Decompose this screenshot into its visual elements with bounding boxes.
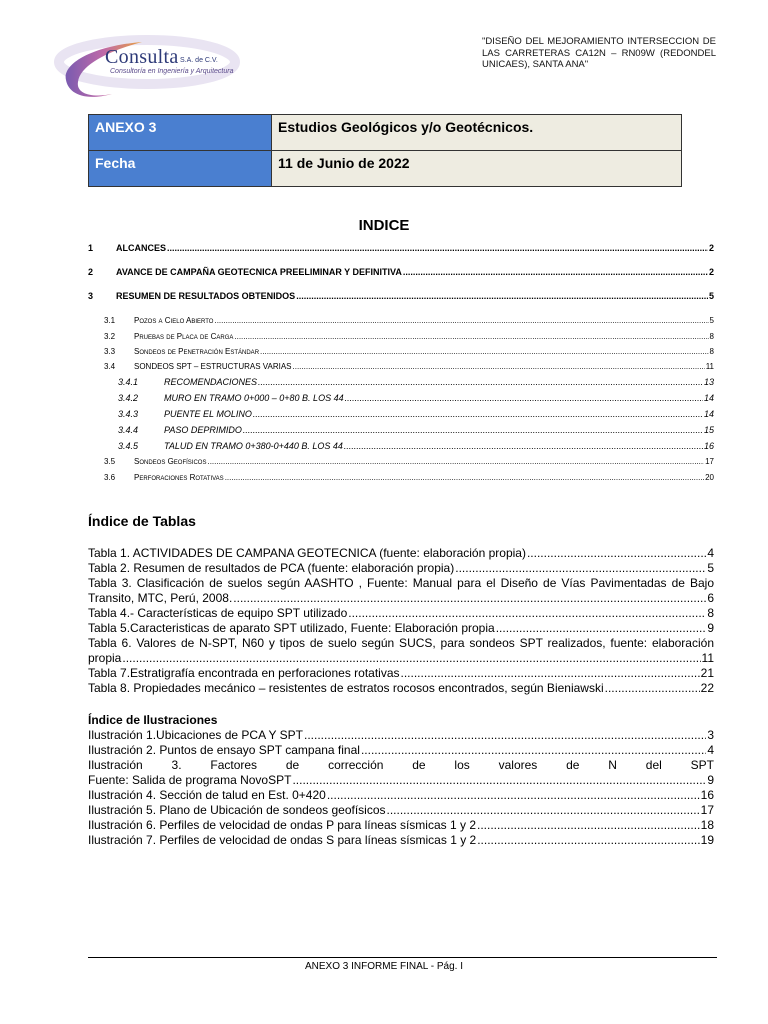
entry-label: Tabla 4.- Características de equipo SPT utilizado [88, 606, 348, 620]
entry-label: Tabla 3. Clasificación de suelos según AASHTO , Fuente: Manual para el Diseño de Vías Pavimentadas de Bajo [88, 576, 714, 590]
illustration-entry-continued[interactable] [88, 773, 714, 788]
entry-label: Tabla 6. Valores de N-SPT, N60 y tipos de suelo según SUCS, para sondeos SPT realizados, fuente: elaboración [88, 636, 714, 650]
toc-entry[interactable] [118, 441, 714, 451]
entry-label: Ilustración 7. Perfiles de velocidad de ondas S para líneas sísmicas 1 y 2 [88, 833, 477, 847]
toc-label: ALCANCES [116, 243, 167, 253]
toc-page: 17 [705, 457, 714, 466]
entry-page: 8 [707, 606, 714, 620]
table-entry[interactable] [88, 546, 714, 561]
entry-page: 9 [707, 621, 714, 635]
entry-page: 18 [700, 818, 714, 832]
toc-entry[interactable] [104, 473, 714, 482]
date-value: 11 de Junio de 2022 [272, 151, 682, 187]
toc-page: 8 [709, 332, 714, 341]
table-entry[interactable] [88, 606, 714, 621]
toc-entry[interactable] [88, 291, 714, 301]
toc-label: Sondeos de Penetración Estándar [134, 347, 260, 356]
toc-page: 20 [705, 473, 714, 482]
toc-entry[interactable] [88, 267, 714, 277]
toc-number: 3.5 [104, 457, 116, 466]
toc-label: MURO EN TRAMO 0+000 – 0+80 B. LOS 44 [164, 393, 344, 403]
toc-page: 5 [709, 316, 714, 325]
entry-label: Transito, MTC, Perú, 2008. [88, 591, 233, 605]
entry-label: Ilustración 3. Factores de corrección de los valores de N del SPT [88, 758, 714, 772]
illustration-entry[interactable] [88, 758, 714, 773]
toc-number: 3.2 [104, 332, 116, 341]
table-entry[interactable] [88, 666, 714, 681]
entry-label: Fuente: Salida de programa NovoSPT [88, 773, 292, 787]
footer-divider [88, 957, 717, 958]
illustration-entry[interactable] [88, 833, 714, 848]
toc-number: 1 [88, 243, 94, 253]
table-entry[interactable] [88, 561, 714, 576]
toc-number: 3.4.4 [118, 425, 139, 435]
table-entry[interactable] [88, 636, 714, 651]
entry-page: 4 [707, 546, 714, 560]
toc-label: Pozos a Cielo Abierto [134, 316, 214, 325]
toc-number: 3.4.2 [118, 393, 139, 403]
entry-label: Tabla 1. ACTIVIDADES DE CAMPANA GEOTECNICA (fuente: elaboración propia) [88, 546, 526, 560]
toc-number: 2 [88, 267, 94, 277]
table-entry[interactable] [88, 681, 714, 696]
date-label: Fecha [89, 151, 272, 187]
toc-page: 14 [703, 409, 714, 419]
index-title: INDICE [358, 217, 410, 234]
entry-page: 4 [707, 743, 714, 757]
toc-page: 16 [703, 441, 714, 451]
toc-label: RESUMEN DE RESULTADOS OBTENIDOS [116, 291, 296, 301]
logo-suffix: S.A. de C.V. [180, 57, 218, 64]
entry-page: 16 [700, 788, 714, 802]
entry-label: Ilustración 1.Ubicaciones de PCA Y SPT [88, 728, 304, 742]
toc-number: 3.4.5 [118, 441, 139, 451]
toc-page: 2 [708, 267, 714, 277]
entry-page: 17 [700, 803, 714, 817]
table-entry-continued[interactable] [88, 591, 714, 606]
annex-title: Estudios Geológicos y/o Geotécnicos. [272, 115, 682, 151]
toc-number: 3.4 [104, 362, 116, 371]
toc-page: 5 [708, 291, 714, 301]
entry-page: 19 [700, 833, 714, 847]
toc-entry[interactable] [104, 316, 714, 325]
entry-label: Tabla 7.Estratigrafía encontrada en perforaciones rotativas [88, 666, 400, 680]
entry-label: Ilustración 5. Plano de Ubicación de sondeos geofísicos [88, 803, 386, 817]
toc-page: 11 [705, 362, 714, 371]
annex-label: ANEXO 3 [89, 115, 272, 151]
entry-page: 11 [701, 651, 714, 665]
tables-index-heading: Índice de Tablas [88, 513, 196, 529]
toc-label: AVANCE DE CAMPAÑA GEOTECNICA PREELIMINAR Y DEFINITIVA [116, 267, 402, 277]
toc-label: PUENTE EL MOLINO [164, 409, 252, 419]
logo-tagline: Consultoría en Ingeniería y Arquitectura [110, 68, 234, 75]
entry-page: 6 [707, 591, 714, 605]
toc-number: 3.4.1 [118, 377, 139, 387]
entry-label: Ilustración 4. Sección de talud en Est. 0+420 [88, 788, 326, 802]
toc-label: TALUD EN TRAMO 0+380-0+440 B. LOS 44 [164, 441, 343, 451]
page-footer: ANEXO 3 INFORME FINAL - Pág. I [305, 961, 463, 972]
toc-label: RECOMENDACIONES [164, 377, 258, 387]
toc-entry[interactable] [104, 362, 714, 371]
toc-entry[interactable] [104, 457, 714, 466]
toc-number: 3.1 [104, 316, 116, 325]
toc-page: 8 [709, 347, 714, 356]
table-entry[interactable] [88, 576, 714, 591]
toc-number: 3.4.3 [118, 409, 139, 419]
illustration-entry[interactable] [88, 818, 714, 833]
toc-page: 2 [708, 243, 714, 253]
annex-info-table [88, 114, 682, 187]
toc-label: Perforaciones Rotativas [134, 473, 224, 482]
toc-label: Sondeos Geofísicos [134, 457, 207, 466]
toc-label: PASO DEPRIMIDO [164, 425, 242, 435]
entry-page: 22 [700, 681, 714, 695]
illustration-entry[interactable] [88, 743, 714, 758]
toc-page: 15 [703, 425, 714, 435]
entry-label: Tabla 8. Propiedades mecánico – resistentes de estratos rocosos encontrados, según Bieniawski [88, 681, 604, 695]
illustration-entry[interactable] [88, 803, 714, 818]
toc-page: 13 [703, 377, 714, 387]
toc-number: 3.3 [104, 347, 116, 356]
table-entry[interactable] [88, 621, 714, 636]
table-entry-continued[interactable] [88, 651, 714, 666]
toc-label: SONDEOS SPT – ESTRUCTURAS VARIAS [134, 362, 292, 371]
toc-entry[interactable] [104, 347, 714, 356]
toc-page: 14 [703, 393, 714, 403]
entry-label: Tabla 2. Resumen de resultados de PCA (fuente: elaboración propia) [88, 561, 455, 575]
illustration-entry[interactable] [88, 728, 714, 743]
illustrations-index-heading: Índice de Ilustraciones [88, 713, 218, 727]
toc-number: 3.6 [104, 473, 116, 482]
toc-entry[interactable] [118, 377, 714, 387]
toc-entry[interactable] [118, 425, 714, 435]
entry-label: Ilustración 2. Puntos de ensayo SPT campana final [88, 743, 360, 757]
toc-label: Pruebas de Placa de Carga [134, 332, 234, 341]
illustration-entry[interactable] [88, 788, 714, 803]
entry-page: 21 [700, 666, 714, 680]
toc-number: 3 [88, 291, 94, 301]
toc-entry[interactable] [118, 393, 714, 403]
toc-entry[interactable] [104, 332, 714, 341]
entry-label: Tabla 5.Caracteristicas de aparato SPT utilizado, Fuente: Elaboración propia [88, 621, 495, 635]
entry-label: Ilustración 6. Perfiles de velocidad de ondas P para líneas sísmicas 1 y 2 [88, 818, 476, 832]
project-title: "DISEÑO DEL MEJORAMIENTO INTERSECCION DE LAS CARRETERAS CA12N – RN09W (REDONDEL UNICAES), SANTA ANA" [482, 36, 716, 70]
logo-wordmark: Consulta [105, 46, 179, 68]
toc-entry[interactable] [88, 243, 714, 253]
entry-label: propia [88, 651, 122, 665]
entry-page: 9 [707, 773, 714, 787]
toc-entry[interactable] [118, 409, 714, 419]
entry-page: 5 [707, 561, 714, 575]
date-row [89, 151, 682, 187]
company-logo [52, 24, 272, 114]
entry-page: 3 [707, 728, 714, 742]
annex-row [89, 115, 682, 151]
